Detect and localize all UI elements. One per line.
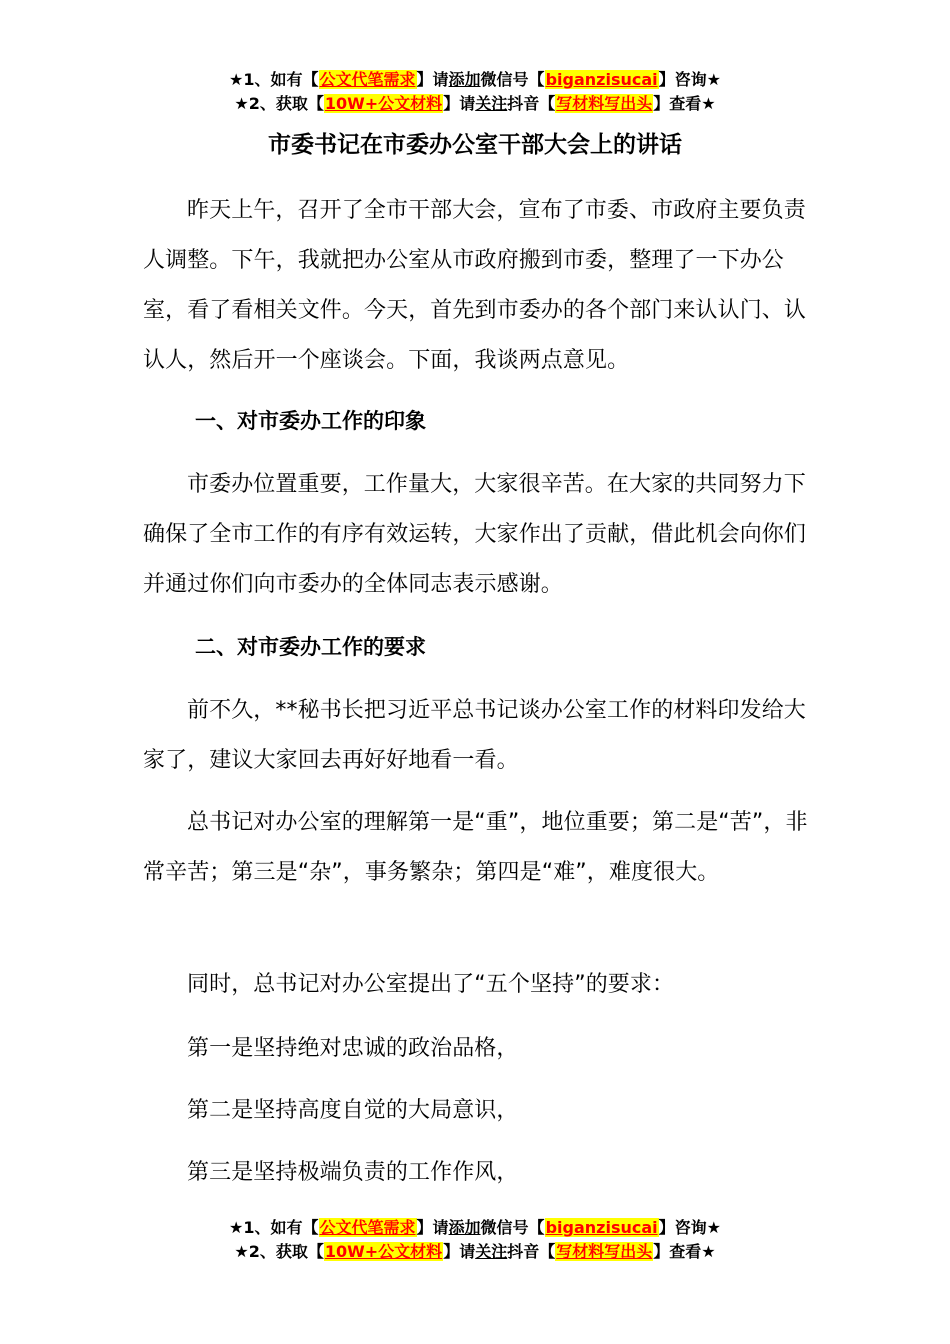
banner-text: ★2、获取【 [234, 94, 324, 113]
banner-line-2 [0, 92, 950, 116]
banner-text: 】请 [443, 94, 476, 113]
banner-text: 】请 [443, 1242, 476, 1261]
banner-underlined-word: 关注 [475, 94, 508, 113]
list-item-third: 第三是坚持极端负责的工作作风， [187, 1160, 519, 1185]
banner-text: 】请 [416, 1218, 449, 1237]
paragraph-impression: 市委办位置重要，工作量大，大家很辛苦。在大家的共同努力下确保了全市工作的有序有效运转，大家作出了贡献，借此机会向你们并通过你们向市委办的全体同志表示感谢。 [143, 472, 807, 597]
banner-underlined-word: 添加 [448, 70, 481, 89]
banner-highlight-douyin: 写材料写出头 [556, 1242, 653, 1261]
list-item-first: 第一是坚持绝对忠诚的政治品格， [187, 1036, 519, 1061]
banner-text: 】请 [416, 70, 449, 89]
banner-text: 抖音【 [507, 1242, 556, 1261]
paragraph-five-persistences: 同时，总书记对办公室提出了“五个坚持”的要求： [187, 972, 675, 997]
banner-text: ★2、获取【 [234, 1242, 324, 1261]
banner-highlight-douyin: 写材料写出头 [556, 94, 653, 113]
bottom-ad-banner [0, 1216, 950, 1264]
banner-text: 】咨询★ [658, 70, 721, 89]
banner-text: 微信号【 [480, 70, 545, 89]
banner-text: 】咨询★ [658, 1218, 721, 1237]
banner-text: 】查看★ [653, 94, 716, 113]
banner-text: 】查看★ [653, 1242, 716, 1261]
paragraph-understanding: 总书记对办公室的理解第一是“重”，地位重要；第二是“苦”，非常辛苦；第三是“杂”，事务繁杂；第四是“难”，难度很大。 [143, 810, 808, 885]
banner-text: 抖音【 [507, 94, 556, 113]
banner-highlight-materials: 10W+公文材料 [324, 94, 443, 113]
section-heading-1: 一、对市委办工作的印象 [195, 409, 426, 433]
list-item-second: 第二是坚持高度自觉的大局意识， [187, 1098, 519, 1123]
banner-text: ★1、如有【 [229, 70, 319, 89]
banner-text: ★1、如有【 [229, 1218, 319, 1237]
section-heading-2: 二、对市委办工作的要求 [195, 635, 426, 659]
banner-text: 微信号【 [480, 1218, 545, 1237]
banner-line-2 [0, 1240, 950, 1264]
banner-highlight-materials: 10W+公文材料 [324, 1242, 443, 1261]
document-title: 市委书记在市委办公室干部大会上的讲话 [268, 132, 682, 158]
banner-highlight-wechat-id: biganzisucai [545, 1218, 658, 1237]
banner-line-1 [0, 68, 950, 92]
banner-highlight-service: 公文代笔需求 [319, 1218, 416, 1237]
paragraph-requirements: 前不久，**秘书长把习近平总书记谈办公室工作的材料印发给大家了，建议大家回去再好好地看一看。 [143, 698, 806, 773]
paragraph-intro: 昨天上午，召开了全市干部大会，宣布了市委、市政府主要负责人调整。下午，我就把办公室从市政府搬到市委，整理了一下办公室，看了看相关文件。今天，首先到市委办的各个部门来认认门、认认人，然后开一个座谈会。下面，我谈两点意见。 [143, 198, 807, 373]
banner-highlight-wechat-id: biganzisucai [545, 70, 658, 89]
top-ad-banner [0, 68, 950, 116]
banner-line-1 [0, 1216, 950, 1240]
banner-highlight-service: 公文代笔需求 [319, 70, 416, 89]
banner-underlined-word: 添加 [448, 1218, 481, 1237]
banner-underlined-word: 关注 [475, 1242, 508, 1261]
